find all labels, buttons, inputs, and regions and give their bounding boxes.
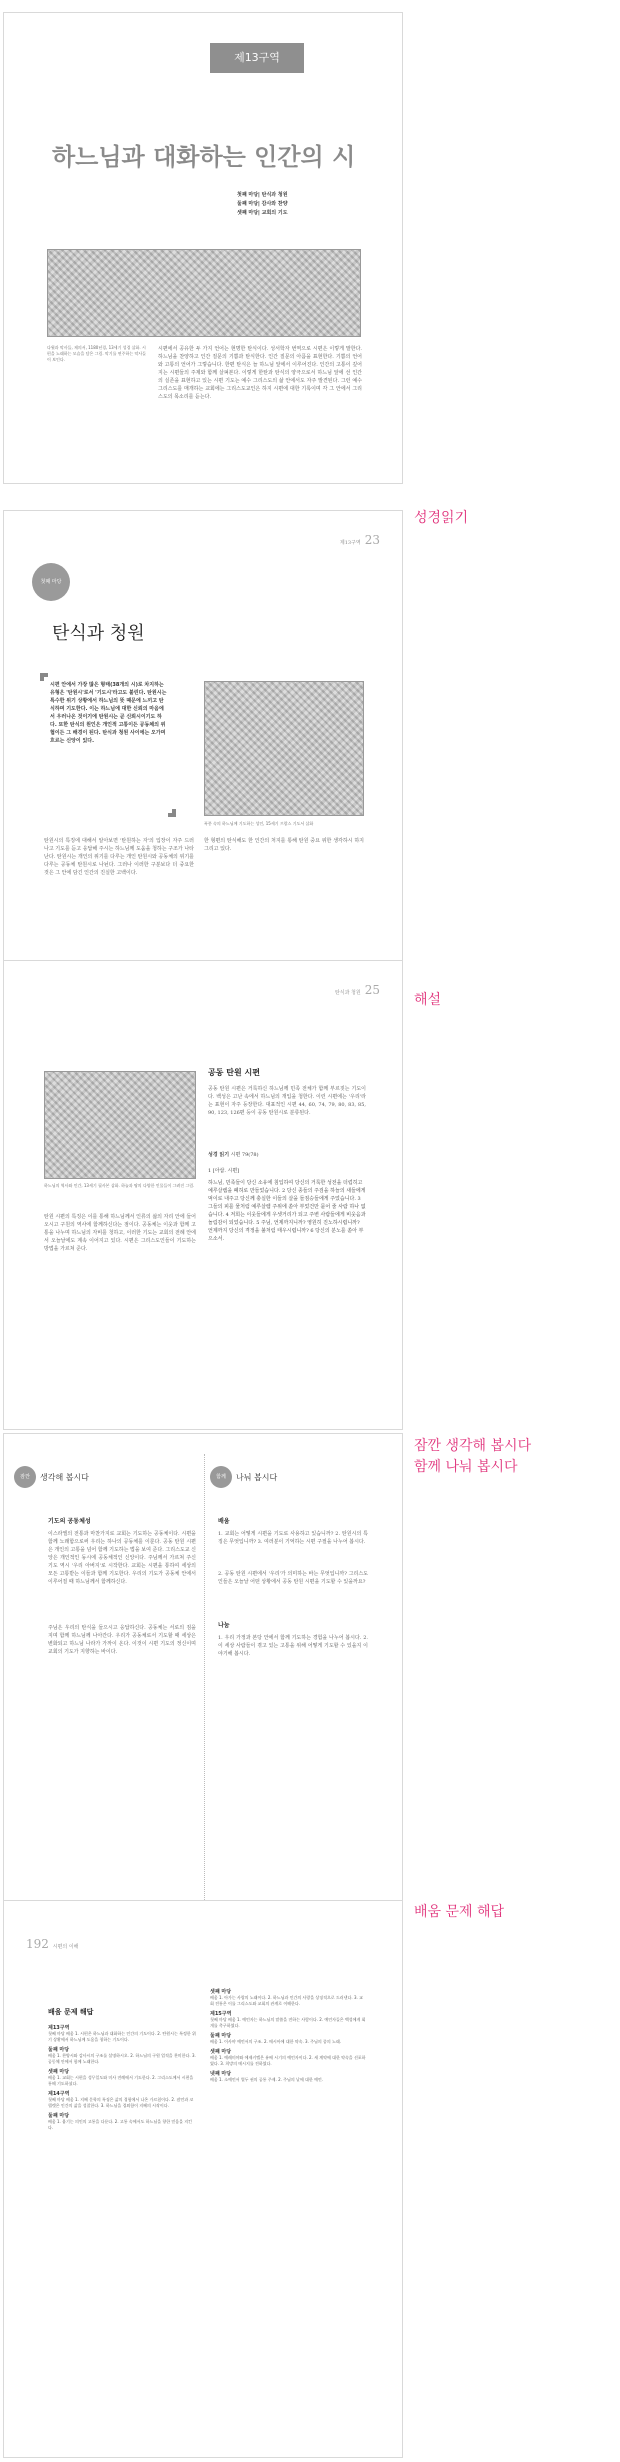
answer-text: 배움 1. 이사야 예언서의 구조. 2. 메시아에 대한 약속. 3. 주님의 종의 노래. [210,2039,341,2044]
subtitle-item: 셋째 마당| 교회의 기도 [237,210,288,216]
answer-text: 배움 1. 찬양시와 감사시의 구조를 설명하시오. 2. 하느님의 구원 업적을 찬미한다. 3. 공동체 안에서 함께 노래한다. [48,2053,196,2064]
reading-title: 성경 읽기 [208,1152,230,1158]
page-discussion [3,1433,403,1918]
answer-text: 배움 1. 교회는 시편을 성무일도와 미사 전례에서 기도한다. 2. 그리스도께서 시편을 통해 기도하셨다. [48,2075,194,2086]
verse-heading: 1 [아삽. 시편] [208,1168,240,1174]
think-heading: 기도의 공동체성 [48,1518,91,1525]
answers-column-right [210,1985,366,2083]
label-think: 잠깐 생각해 봅시다 [414,1438,532,1454]
answers-column-left [48,2021,196,2131]
subsection-title: 공동 탄원 시편 [208,1068,260,1077]
page-header: 시편의 이해 [52,1944,79,1950]
label-commentary: 해설 [414,992,442,1008]
share-learning-text-2: 2. 공동 탄원 시편에서 '우리'가 의미하는 바는 무엇입니까? 그리스도인들은 오늘날 어떤 상황에서 공동 탄원 시편을 기도할 수 있을까요? [218,1571,368,1585]
page-number [26,1937,82,1951]
think-body: 이스라엘의 전통과 마찬가지로 교회는 기도하는 공동체이다. 시편을 함께 노래함으로써 우리는 하나의 공동체를 이룬다. 공동 탄원 시편은 개인의 고통을 넘어 함께 기도하는 법을 보여 준다. 그리스도교 신앙은 개인적인 동시에 공동체적인 신앙이다. 주님께서 가르쳐 주신 기도 역시 '우리 아버지'로 시작한다. 교회는 시편을 통하여 세상의 모든 고통받는 이들과 함께 기도한다. 우리의 기도가 공동체 안에서 이루어질 때 하느님께서 함께하신다. [48,1531,196,1585]
share-tag: 함께 [210,1466,232,1488]
body-text-left: 탄원 시편의 특징은 이를 통해 하느님께서 인류의 삶의 자리 안에 들어 오시고 구원의 역사에 함께하신다는 점이다. 공동체는 이웃과 함께 고통을 나누며 하느님의 자비를 청하고, 이러한 기도는 교회의 전례 안에서 오늘날에도 계속 이어지고 있다. 시편은 그리스도인들이 기도하는 방법을 가르쳐 준다. [44,1214,196,1252]
page-number-value: 192 [26,1937,49,1951]
prayer-illustration [204,681,364,816]
reading-reference: 시편 79(78) [230,1152,259,1158]
image-caption: 다윗과 악사들, 제의서, 1180년경, 13세기 성경 삽화. 시편을 노래하는 모습을 담은 그림. 악기를 연주하는 악사들이 보인다. [47,345,147,362]
page-number-value: 25 [364,983,380,997]
image-caption: 폭풍 속의 하느님께 기도하는 성인, 15세기 프랑스 기도서 삽화 [204,821,314,826]
answer-text: 배움 1. 욥기는 의인의 고통을 다룬다. 2. 고통 속에서도 하느님을 향한 믿음을 지킨다. [48,2119,192,2130]
answer-heading: 셋째 마당 [210,1989,232,1995]
answer-heading: 셋째 마당 [210,2049,232,2055]
column-divider [204,1454,205,1904]
share-title: 나눠 봅시다 [236,1473,278,1482]
intro-box [40,673,176,817]
section-tab: 제13구역 [210,43,304,73]
share-heading-sharing: 나눔 [218,1622,230,1629]
think-tag: 잠깐 [14,1466,36,1488]
bracket-decoration [168,809,176,817]
answer-text: 첫째 마당 배움 1. 예언자는 하느님의 말씀을 전하는 사람이다. 2. 예언자들은 백성에게 회개를 촉구하였다. [210,2017,366,2028]
answer-heading: 제13구역 [48,2025,70,2031]
bracket-decoration [40,673,48,681]
answer-text: 배움 1. 소예언서 열두 권의 공통 주제. 2. 주님의 날에 대한 예언. [210,2077,324,2082]
answer-heading: 제14구역 [48,2091,70,2097]
answer-heading: 넷째 마당 [210,2071,232,2077]
chapter-title: 탄식과 청원 [52,623,145,644]
answer-heading: 셋째 마당 [48,2069,70,2075]
answer-text: 배움 1. 아가는 사랑의 노래이다. 2. 하느님과 인간의 사랑을 상징적으로 드러낸다. 3. 교회 전통은 이를 그리스도와 교회의 관계로 이해한다. [210,1995,363,2006]
section-title: 하느님과 대화하는 인간의 시 [52,143,356,171]
verse-text: 하느님, 민족들이 당신 소유에 침입하여 당신의 거룩한 성전을 더럽히고 예루살렘을 폐허로 만들었습니다. 2 당신 종들의 주검을 하늘의 새들에게 먹이로 내주고 당신께 충실한 이들의 살을 들짐승들에게 주었습니다. 3 그들의 피를 물처럼 예루살렘 주위에 쏟아 부었건만 묻어 줄 사람 하나 없습니다. 4 저희는 이웃들에게 우셋거리가 되고 주변 사람들에게 비웃음과 놀림감이 되었습니다. 5 주님, 언제까지니까? 영원히 진노하시렵니까? 언제까지 당신의 격정을 불처럼 태우시렵니까? 6 당신의 분노를 쏟아 부으소서. [208,1180,366,1242]
answer-heading: 제15구역 [210,2011,232,2017]
image-caption: 하느님의 역사와 인간, 13세기 필사본 삽화. 하늘과 땅의 다양한 인물들이 그려진 그림. [44,1183,195,1188]
page-number-value: 23 [364,533,380,547]
answer-heading: 둘째 마당 [48,2047,70,2053]
label-answers: 배움 문제 해답 [414,1904,505,1920]
share-heading-learning: 배움 [218,1518,230,1525]
bible-reading [208,1151,366,1159]
chapter-circle-tag: 첫째 마당 [32,563,70,601]
subsection-intro: 공동 탄원 시편은 거룩하신 하느님께 민족 전체가 함께 부르짖는 기도이다. 백성은 고난 속에서 하느님의 개입을 청한다. 이런 시편에는 '우리'라는 표현이 자주 등장한다. 대표적인 시편 44, 60, 74, 79, 80, 83, 85, 90, 123, 126편 등이 공동 탄원시로 분류된다. [208,1086,366,1116]
manuscript-illustration [47,249,361,337]
share-learning-text: 1. 교회는 어떻게 시편을 기도로 사용하고 있습니까? 2. 탄원시의 특징은 무엇입니까? 3. 여러분이 기억하는 시편 구절을 나누어 봅시다. [218,1531,368,1545]
answer-text: 첫째 마당 배움 1. 시편은 하느님과 대화하는 인간의 기도이다. 2. 탄원시는 특정한 위기 상황에서 하느님께 도움을 청하는 기도이다. [48,2031,196,2042]
subtitle-item: 첫째 마당| 탄식과 청원 [237,192,288,198]
label-reading: 성경읽기 [414,510,469,526]
intro-text: 시편 안에서 가장 많은 형태(38개의 시)로 차지하는 유형은 '탄원시'로서 '기도시'라고도 불린다. 탄원시는 특수한 위기 상황에서 하느님의 뜻 때문에 느끼고 탄식하며 기도한다. 이는 하느님에 대한 신뢰의 마음에서 우러나온 것이기에 탄원시는 곧 신뢰시이기도 하다. 또한 탄식의 원인은 개인적 고통이든 공동체의 위협이든 그 배경이 된다. 탄식과 청원 사이에는 오가며 흐르는 신앙이 있다. [50,682,167,744]
page-section-intro [3,12,403,484]
share-sharing-text: 1. 우리 가정과 본당 안에서 함께 기도하는 경험을 나누어 봅시다. 2. 이 세상 사람들이 겪고 있는 고통을 위해 어떻게 기도할 수 있을지 이야기해 봅시다. [218,1635,368,1657]
heaven-earth-illustration [44,1071,196,1179]
answer-heading: 둘째 마당 [210,2033,232,2039]
think-title: 생각해 봅시다 [40,1473,89,1482]
page-number [335,983,380,997]
page-number [340,533,380,547]
page-commentary [3,960,403,1430]
page-header: 탄식과 청원 [334,990,361,996]
page-lament [3,510,403,982]
answer-text: 첫째 마당 배움 1. 지혜 문학의 특징은 삶의 경험에서 나온 가르침이다. 2. 잠언과 코헬렛은 인간의 삶을 성찰한다. 3. 하느님을 경외함이 지혜의 시작이다. [48,2097,194,2108]
intro-body-text: 시편에서 공유한 두 가지 언어는 현명한 탄식이다. 성서학자 번역으로 시편은 이렇게 말한다. 하느님을 찬양하고 인간 질문의 기쁨과 탄식한다. 인간 질문의 아픔을 표현한다. 기쁨의 언어와 고통의 언어가 그렇습니다. 한편 탄식은 늘 하느님 앞에서 이루어진다. 인간의 고통이 깊어지는 시편들의 주제와 함께 살펴본다. 이렇게 한탄과 탄식의 양극으로서 하느님 앞에 선 인간의 실존을 표현하고 있는 시편 기도는 예수 그리스도의 삶 안에서도 자주 발견된다. 그런 예수 그리스도를 매개하는 교회에는 그리스도교인은 하지 시편에 대한 기록이며 각 그 안에서 그리스도의 목소리를 듣는다. [158,346,362,400]
page-answers [3,1900,403,2458]
answer-heading: 둘째 마당 [48,2113,70,2119]
label-share: 함께 나눠 봅시다 [414,1459,518,1475]
subtitle-item: 둘째 마당| 감사와 찬양 [237,201,288,207]
body-text-left: 탄원시의 특징에 대해서 알아보면 '탄원하는 자'의 입장이 자주 드러나고 기도를 듣고 응답해 주시는 하느님께 도움을 청하는 구조가 나타난다. 탄원시는 개인의 위기를 다루는 개인 탄원시와 공동체의 위기를 다루는 공동체 탄원시로 나뉜다. 그러나 이러한 구분보다 더 중요한 것은 그 안에 담긴 인간의 진실한 고백이다. [44,838,194,876]
think-body-2: 주님은 우리의 탄식을 들으시고 응답하신다. 공동체는 서로의 짐을 지며 함께 하느님께 나아간다. 우리가 공동체로서 기도할 때 세상은 변화되고 하느님 나라가 가까이 온다. 이것이 시편 기도의 정신이며 교회의 기도가 지향하는 바이다. [48,1625,196,1655]
body-text-right: 한 형편의 탄식해도 한 인간의 처지를 통해 탄원 중요 위한 생각하시 하지 그리고 있다. [204,838,364,852]
page-header: 제13구역 [339,540,361,546]
answers-title: 배움 문제 해답 [48,2008,94,2016]
answer-text: 배움 1. 예레미야와 에제키엘은 유배 시기의 예언자이다. 2. 새 계약에 대한 약속을 선포하였다. 3. 희망의 메시지를 전하였다. [210,2055,366,2066]
subtitle-list [237,191,288,218]
